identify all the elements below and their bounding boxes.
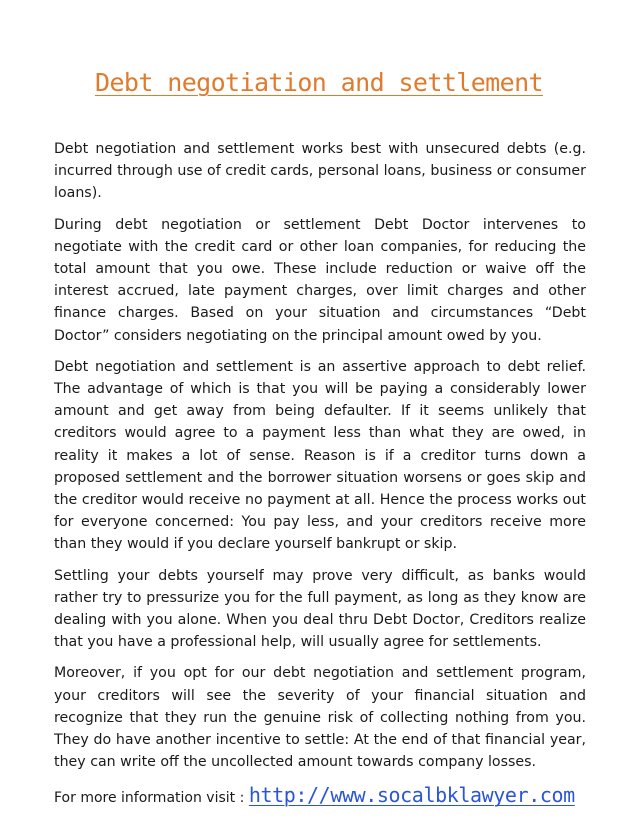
paragraph-advantage: Debt negotiation and settlement is an assertive approach to debt relief. The advantage of which is that you will be paying a considerably lower amount and get away from being defaulter. If it seems unlikely that creditors would agree to a payment less than what they are owed, in reality it makes a lot of sense. Reason is if a creditor turns down a proposed settlement and the borrower situation worsens or goes skip and the creditor would receive no payment at all. Hence the process works out for everyone concerned: You pay less, and your creditors receive more than they would if you declare yourself bankrupt or skip. [54,358,586,553]
document-body [54,138,586,820]
paragraph-intro: Debt negotiation and settlement works best with unsecured debts (e.g. incurred through use of credit cards, personal loans, business or consumer loans). [54,141,586,202]
more-info-line [54,782,586,811]
document-title: Debt negotiation and settlement [95,68,543,97]
paragraph-process: During debt negotiation or settlement Debt Doctor intervenes to negotiate with the credit card or other loan companies, for reducing the total amount that you owe. These include reduction or waive off the interest accrued, late payment charges, over limit charges and other finance charges. Based on your situation and circumstances “Debt Doctor” considers negotiating on the principal amount owed by you. [54,216,586,344]
website-link[interactable]: http://www.socalbklawyer.com [248,783,575,808]
paragraph-program: Moreover, if you opt for our debt negotiation and settlement program, your creditors will see the severity of your financial situation and recognize that they run the genuine risk of collecting nothing from you. They do have another incentive to settle: At the end of that financial year, they can write off the uncollected amount towards company losses. [54,665,586,771]
more-info-label: For more information visit : [54,790,245,807]
paragraph-self-settling: Settling your debts yourself may prove very difficult, as banks would rather try to pressurize you for the full payment, as long as they know are dealing with you alone. When you deal thru Debt Doctor, Creditors realize that you have a professional help, will usually agree for settlements. [54,567,586,651]
